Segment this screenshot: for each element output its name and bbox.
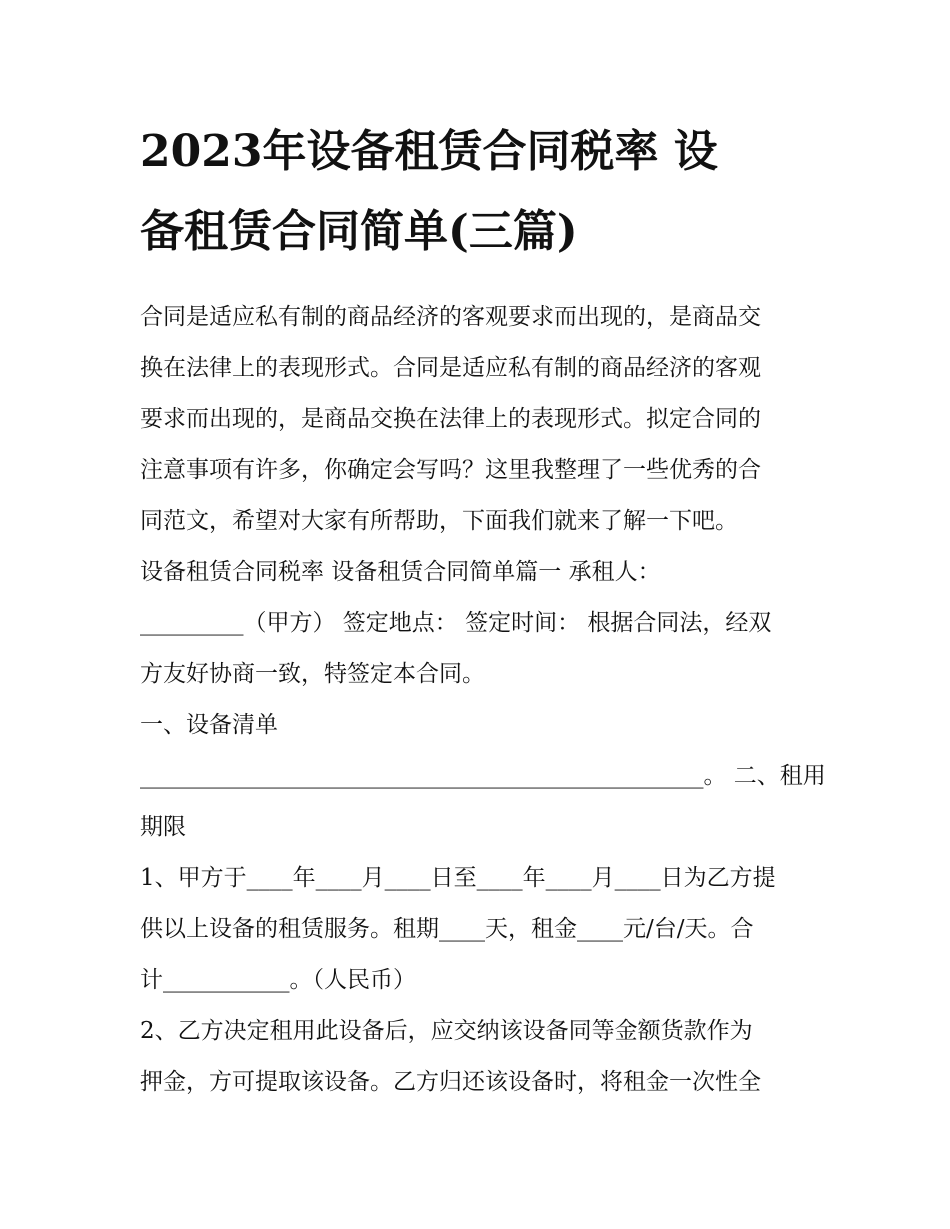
title-line-1: 2023年设备租赁合同税率 设 [140, 126, 718, 177]
section-heading-equipment-list: 一、设备清单 [140, 712, 278, 738]
body-line: _________（甲方） 签定地点： 签定时间： 根据合同法，经双 [140, 610, 772, 636]
body-line: 方友好协商一致，特签定本合同。 [140, 661, 485, 687]
body-line: 合同是适应私有制的商品经济的客观要求而出现的，是商品交 [140, 304, 761, 330]
body-line: 1、甲方于____年____月____日至____年____月____日为乙方提 [140, 865, 776, 891]
title-line-2: 备租赁合同简单(三篇) [140, 206, 578, 257]
section-heading-lease-term: 期限 [140, 814, 186, 840]
body-line: 要求而出现的，是商品交换在法律上的表现形式。拟定合同的 [140, 406, 761, 432]
body-line: 2、乙方决定租用此设备后，应交纳该设备同等金额货款作为 [140, 1018, 753, 1044]
body-line: 供以上设备的租赁服务。租期____天，租金____元/台/天。合 [140, 916, 754, 942]
body-line: 注意事项有许多，你确定会写吗？这里我整理了一些优秀的合 [140, 457, 761, 483]
document-title [140, 112, 820, 272]
body-line: 换在法律上的表现形式。合同是适应私有制的商品经济的客观 [140, 355, 761, 381]
body-line: 押金，方可提取该设备。乙方归还该设备时，将租金一次性全 [140, 1069, 761, 1095]
body-line: 计___________。（人民币） [140, 967, 416, 993]
document-body [140, 292, 826, 1108]
body-line: _________________________________________________。 二、租用 [140, 763, 826, 789]
body-line: 设备租赁合同税率 设备租赁合同简单篇一 承租人： [140, 559, 661, 585]
body-line: 同范文，希望对大家有所帮助，下面我们就来了解一下吧。 [140, 508, 738, 534]
